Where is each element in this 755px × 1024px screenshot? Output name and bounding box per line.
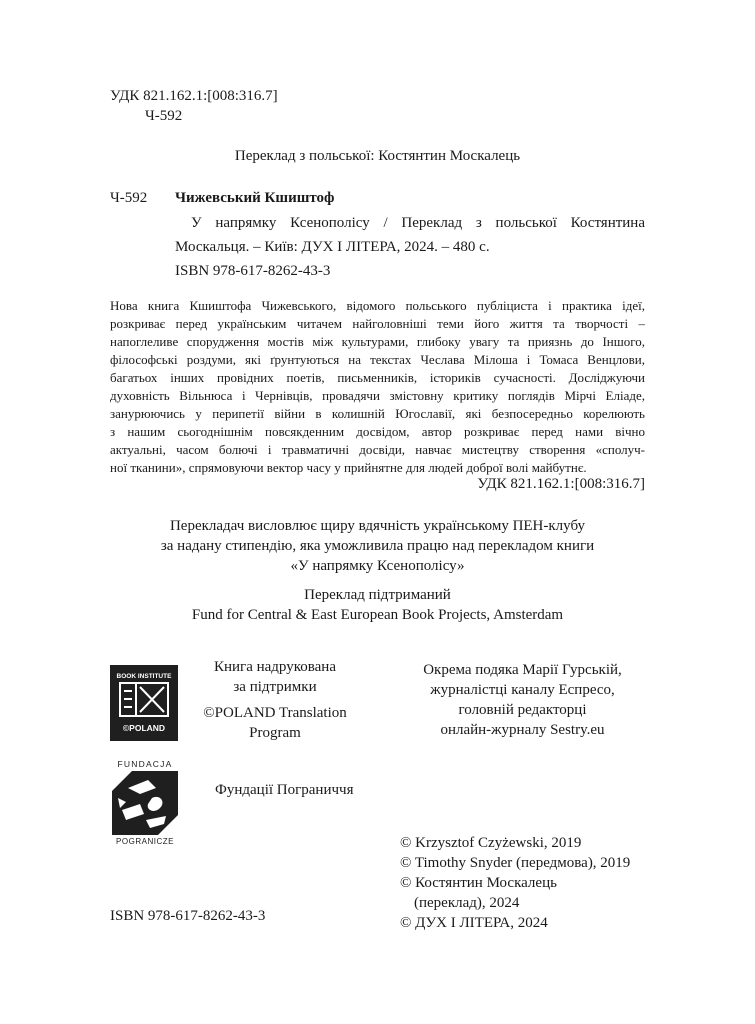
book-institute-line1: Книга надрукована <box>214 659 336 675</box>
catalog-description <box>175 213 645 281</box>
copyrights <box>400 833 630 933</box>
footer-isbn: ISBN 978-617-8262-43-3 <box>110 908 266 924</box>
book-institute-line3: ©POLAND Translation <box>203 705 347 721</box>
thanks-line4: онлайн-журналу Sestry.eu <box>440 722 605 738</box>
annotation-line: напоглеливе спорудження мостів між культурами, глибоку увагу та приязнь до Іншого, <box>110 334 645 349</box>
acknowledgement-line1: Перекладач висловлює щиру вдячність українському ПЕН-клубу <box>169 518 586 534</box>
acknowledgement-line2: за надану стипендію, яка уможливила працю над перекладом книги <box>160 538 595 554</box>
fundacja-pogranicze-logo <box>110 758 180 846</box>
annotation-line: Нова книга Кшиштофа Чижевського, відомого польського публіциста і практика ідеї, <box>110 298 645 313</box>
book-institute-text <box>195 657 355 743</box>
fundacja-text: Фундації Пограниччя <box>215 782 354 798</box>
fundacja-logo-text-top: FUNDACJA <box>117 759 173 769</box>
annotation-line: духовність Вільнюса і Чернівців, провадячи змістовну критику поглядів Мірчі Еліаде, <box>110 388 645 403</box>
copyright-line5: © ДУХ І ЛІТЕРА, 2024 <box>400 915 548 931</box>
header-code: Ч-592 <box>145 108 183 124</box>
acknowledgement-line3: «У напрямку Ксенополісу» <box>290 558 465 574</box>
catalog-isbn: ISBN 978-617-8262-43-3 <box>175 263 331 279</box>
fundacja-pogranicze-logo-graphic <box>110 758 180 846</box>
annotation-udk: УДК 821.162.1:[008:316.7] <box>477 476 645 492</box>
thanks-line1: Окрема подяка Марії Гурській, <box>423 662 622 678</box>
annotation-line: актуальні, часом болючі і травматичні досвіди, навчає мистецтву створення «сполуч- <box>110 442 645 457</box>
acknowledgement <box>110 516 645 576</box>
thanks <box>400 660 645 740</box>
copyright-line3: © Костянтин Москалець <box>400 875 557 891</box>
thanks-line2: журналістці каналу Еспресо, <box>430 682 615 698</box>
thanks-line3: головній редакторці <box>458 702 587 718</box>
catalog-description-line2: Москальця. – Київ: ДУХ І ЛІТЕРА, 2024. – 480 с. <box>175 239 490 255</box>
annotation-line: багатьох інших провідних поетів, письменників, істориків сучасності. Досліджуючи <box>110 370 645 385</box>
annotation-line: ної тканини», спрямовуючи вектор часу у прийнятне для людей доброї волі майбутнє. <box>110 460 587 475</box>
translation-credit: Переклад з польської: Костянтин Москалець <box>234 148 521 164</box>
book-institute-logo <box>110 665 178 741</box>
copyright-line2: © Timothy Snyder (передмова), 2019 <box>400 855 631 871</box>
annotation-line: філософські роздуми, які ґрунтуються на текстах Чеслава Мілоша і Томаса Венцлови, <box>110 352 645 367</box>
book-institute-logo-text-bottom: ©POLAND <box>122 723 166 733</box>
annotation-line: занурюючись у перипетії війни в колишній Югославії, які безпосередньо корелюють <box>110 406 645 421</box>
catalog-author: Чижевський Кшиштоф <box>175 190 335 206</box>
support-line1: Переклад підтриманий <box>304 587 451 603</box>
fundacja-logo-text-bottom: POGRANICZE <box>116 837 174 846</box>
support-line2: Fund for Central & East European Book Projects, Amsterdam <box>191 607 564 623</box>
annotation <box>110 297 645 477</box>
copyright-line1: © Krzysztof Czyżewski, 2019 <box>400 835 582 851</box>
book-institute-logo-text-top: BOOK INSTITUTE <box>116 673 172 680</box>
book-institute-line2: за підтримки <box>233 679 317 695</box>
header-udk: УДК 821.162.1:[008:316.7] <box>110 88 278 104</box>
book-institute-logo-graphic <box>110 665 178 741</box>
copyright-line4: (переклад), 2024 <box>414 895 520 911</box>
annotation-line: розкриває перед українським читачем найголовніші теми його життя та творчості – <box>110 316 645 331</box>
support <box>110 585 645 625</box>
annotation-line: з нашим сьогоднішнім повсякденним досвідом, автор розкриває перед нами вічно <box>110 424 645 439</box>
catalog-code: Ч-592 <box>110 190 148 206</box>
catalog-description-line1: У напрямку Ксенополісу / Переклад з польської Костянтина <box>191 215 645 231</box>
book-institute-line4: Program <box>249 725 301 741</box>
